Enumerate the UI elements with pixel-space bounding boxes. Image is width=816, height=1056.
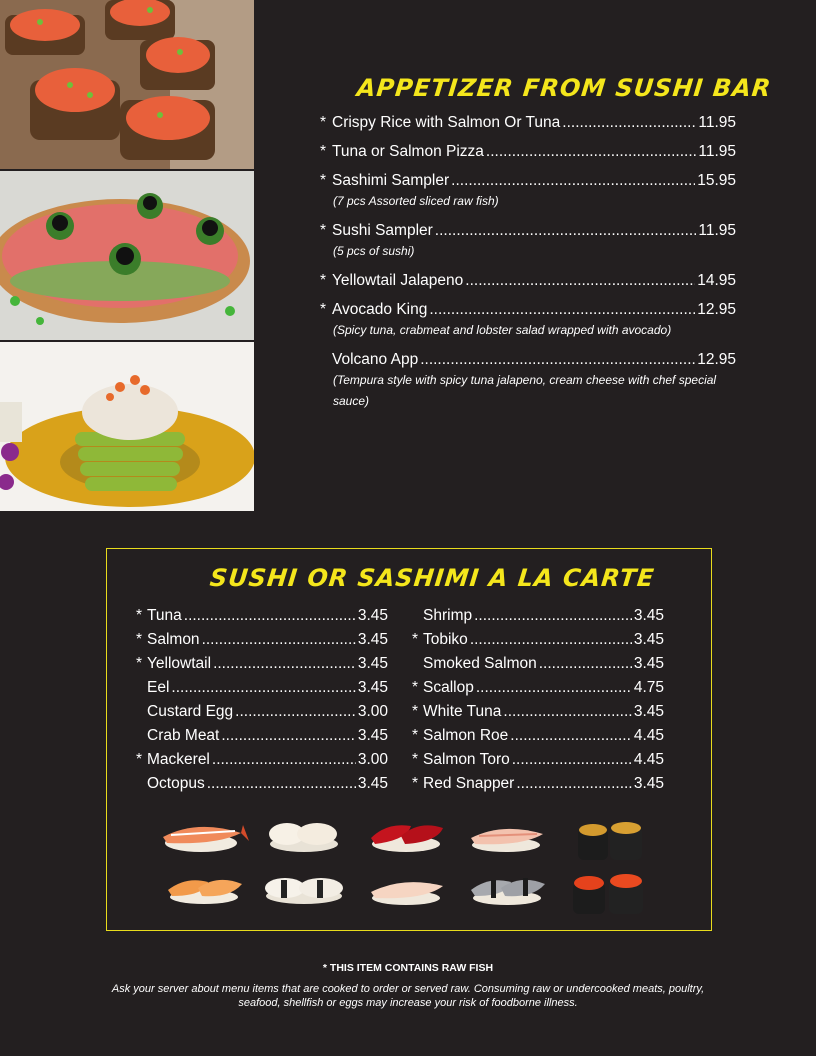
a-la-carte-heading: SUSHI OR SASHIMI A LA CARTE	[208, 564, 656, 592]
item-price: 3.45	[357, 607, 388, 624]
leader-dots	[221, 724, 355, 748]
item-price: 3.45	[633, 607, 664, 624]
consumer-advisory: Ask your server about menu items that are cooked to order or served raw. Consuming raw or undercooked meats, poultry, seafood, shellfish or eggs may increase your risk of foodborne illness.	[111, 983, 705, 1009]
item-name: Salmon Roe	[423, 727, 509, 744]
list-item	[412, 748, 664, 772]
item-name: Crab Meat	[147, 727, 220, 744]
list-item	[136, 772, 388, 796]
item-price: 3.45	[633, 703, 664, 720]
list-item	[412, 700, 664, 724]
item-price: 14.95	[697, 272, 736, 289]
item-description: (7 pcs Assorted sliced raw fish)	[333, 194, 499, 208]
appetizer-list	[320, 113, 736, 421]
leader-dots	[512, 748, 632, 772]
raw-fish-mark: *	[412, 775, 419, 792]
leader-dots	[562, 113, 696, 133]
item-price: 3.00	[357, 751, 388, 768]
list-item	[320, 113, 736, 133]
list-item	[136, 700, 388, 724]
list-item	[136, 748, 388, 772]
raw-fish-mark: *	[320, 301, 327, 318]
raw-fish-mark: *	[412, 631, 419, 648]
appetizer-heading: APPETIZER FROM SUSHI BAR	[355, 74, 773, 102]
list-item	[136, 676, 388, 700]
a-la-carte-left-column	[136, 604, 388, 796]
item-name: Custard Egg	[147, 703, 234, 720]
item-price: 4.45	[633, 751, 664, 768]
list-item	[136, 604, 388, 628]
list-item	[320, 300, 736, 341]
item-name: Shrimp	[423, 607, 473, 624]
raw-fish-mark: *	[320, 172, 327, 189]
item-price: 12.95	[697, 301, 736, 318]
list-item	[320, 350, 736, 412]
item-price: 3.45	[633, 775, 664, 792]
leader-dots	[465, 271, 695, 291]
shrimp-sushi-icon	[157, 815, 249, 855]
item-name: Salmon	[147, 631, 200, 648]
list-item	[412, 628, 664, 652]
raw-fish-mark: *	[412, 679, 419, 696]
leader-dots	[202, 628, 356, 652]
item-price: 4.45	[633, 727, 664, 744]
item-name: Volcano App	[332, 351, 419, 368]
list-item	[412, 724, 664, 748]
item-name: Salmon Toro	[423, 751, 510, 768]
item-name: Tuna or Salmon Pizza	[332, 143, 484, 160]
item-price: 3.45	[357, 679, 388, 696]
leader-dots	[539, 652, 632, 676]
leader-dots	[451, 171, 695, 191]
leader-dots	[184, 604, 356, 628]
raw-fish-mark: *	[412, 703, 419, 720]
leader-dots	[510, 724, 632, 748]
item-price: 3.00	[357, 703, 388, 720]
item-name: Crispy Rice with Salmon Or Tuna	[332, 114, 561, 131]
raw-fish-mark: *	[136, 631, 143, 648]
leader-dots	[213, 652, 356, 676]
yellowtail-sushi-icon	[367, 874, 445, 908]
list-item	[320, 221, 736, 262]
item-name: Sushi Sampler	[332, 222, 433, 239]
crispy-rice-photo	[0, 0, 254, 169]
list-item	[136, 628, 388, 652]
leader-dots	[235, 700, 356, 724]
item-description: (Tempura style with spicy tuna jalapeno, cream cheese with chef special sauce)	[333, 373, 717, 408]
item-price: 3.45	[357, 631, 388, 648]
raw-fish-mark: *	[136, 607, 143, 624]
item-price: 3.45	[633, 631, 664, 648]
item-price: 12.95	[697, 351, 736, 368]
item-name: Scallop	[423, 679, 474, 696]
leader-dots	[476, 676, 632, 700]
raw-fish-mark: *	[320, 272, 327, 289]
list-item	[136, 724, 388, 748]
leader-dots	[429, 300, 695, 320]
item-price: 3.45	[357, 775, 388, 792]
item-name: Sashimi Sampler	[332, 172, 450, 189]
raw-fish-notice: * THIS ITEM CONTAINS RAW FISH	[322, 962, 494, 974]
leader-dots	[486, 142, 696, 162]
raw-fish-mark: *	[136, 751, 143, 768]
item-price: 3.45	[633, 655, 664, 672]
list-item	[320, 271, 736, 291]
item-name: Smoked Salmon	[423, 655, 537, 672]
tuna-sushi-icon	[367, 818, 445, 854]
leader-dots	[420, 350, 695, 370]
scallop-sushi-icon	[265, 818, 343, 854]
white-fish-sushi-icon	[261, 872, 347, 906]
list-item	[320, 142, 736, 162]
item-name: Mackerel	[147, 751, 210, 768]
item-name: Octopus	[147, 775, 205, 792]
list-item	[412, 604, 664, 628]
a-la-carte-right-column	[412, 604, 664, 796]
raw-fish-mark: *	[320, 222, 327, 239]
raw-fish-mark: *	[412, 727, 419, 744]
uni-gunkan-icon	[576, 818, 644, 864]
leader-dots	[207, 772, 356, 796]
tuna-pizza-photo	[0, 171, 254, 340]
leader-dots	[435, 221, 697, 241]
item-price: 3.45	[357, 727, 388, 744]
item-price: 11.95	[698, 143, 736, 160]
item-name: Avocado King	[332, 301, 428, 318]
item-name: Yellowtail Jalapeno	[332, 272, 464, 289]
raw-fish-mark: *	[320, 143, 327, 160]
item-description: (5 pcs of sushi)	[333, 244, 415, 258]
item-name: White Tuna	[423, 703, 502, 720]
mackerel-sushi-icon	[467, 872, 547, 908]
salmon-roe-gunkan-icon	[571, 870, 645, 916]
item-name: Tuna	[147, 607, 182, 624]
red-snapper-sushi-icon	[467, 820, 545, 854]
item-price: 3.45	[357, 655, 388, 672]
volcano-app-photo	[0, 342, 254, 511]
list-item	[320, 171, 736, 212]
item-name: Eel	[147, 679, 170, 696]
list-item	[412, 676, 664, 700]
list-item	[412, 772, 664, 796]
item-price: 4.75	[633, 679, 664, 696]
raw-fish-mark: *	[412, 751, 419, 768]
item-price: 15.95	[697, 172, 736, 189]
raw-fish-mark: *	[320, 114, 327, 131]
item-price: 11.95	[698, 114, 736, 131]
list-item	[136, 652, 388, 676]
raw-fish-mark: *	[136, 655, 143, 672]
leader-dots	[474, 604, 632, 628]
leader-dots	[212, 748, 356, 772]
list-item	[412, 652, 664, 676]
leader-dots	[171, 676, 355, 700]
item-name: Tobiko	[423, 631, 468, 648]
leader-dots	[516, 772, 631, 796]
item-name: Red Snapper	[423, 775, 515, 792]
leader-dots	[470, 628, 632, 652]
item-description: (Spicy tuna, crabmeat and lobster salad wrapped with avocado)	[333, 323, 672, 337]
item-name: Yellowtail	[147, 655, 212, 672]
item-price: 11.95	[698, 222, 736, 239]
salmon-sushi-icon	[164, 872, 244, 906]
leader-dots	[503, 700, 631, 724]
